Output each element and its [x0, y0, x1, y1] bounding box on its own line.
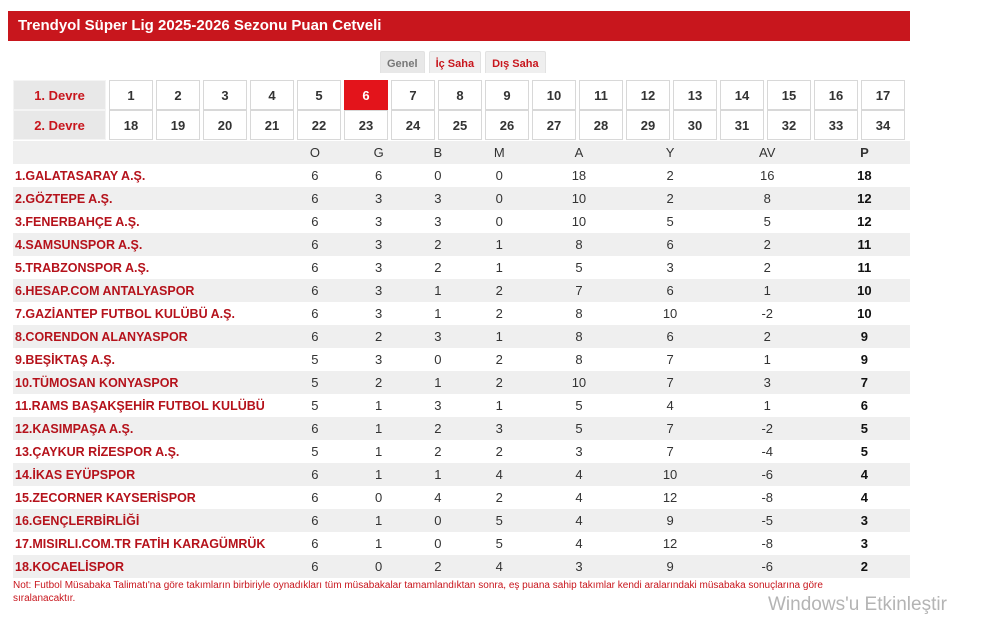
- cell-y: 4: [666, 398, 674, 413]
- cell-b: 0: [434, 536, 442, 551]
- cell-av: 3: [763, 375, 771, 390]
- cell-a: 5: [575, 421, 583, 436]
- header-team: [13, 141, 283, 164]
- cell-g: 0: [375, 559, 383, 574]
- table-row: [13, 210, 910, 233]
- team-name-link[interactable]: 9.BEŞİKTAŞ A.Ş.: [15, 352, 116, 367]
- cell-y: 7: [666, 375, 674, 390]
- cell-y: 10: [662, 467, 678, 482]
- week-26-button[interactable]: 26: [485, 110, 529, 140]
- cell-m: 0: [495, 191, 503, 206]
- week-selector: [13, 80, 910, 140]
- cell-p: 11: [857, 260, 872, 275]
- week-7-button[interactable]: 7: [391, 80, 435, 110]
- table-header-row: [13, 141, 910, 164]
- week-19-button[interactable]: 19: [156, 110, 200, 140]
- header-av: AV: [759, 145, 776, 160]
- cell-m: 2: [495, 490, 503, 505]
- week-1-button[interactable]: 1: [109, 80, 153, 110]
- week-8-button[interactable]: 8: [438, 80, 482, 110]
- first-half-label: 1. Devre: [13, 80, 106, 110]
- cell-m: 2: [495, 283, 503, 298]
- cell-o: 5: [311, 375, 319, 390]
- cell-a: 4: [575, 467, 583, 482]
- cell-g: 1: [375, 536, 383, 551]
- cell-g: 3: [375, 260, 383, 275]
- cell-av: 5: [763, 214, 771, 229]
- standings-table: [13, 141, 910, 578]
- cell-p: 18: [857, 168, 872, 183]
- cell-av: 1: [763, 398, 771, 413]
- team-name-link[interactable]: 15.ZECORNER KAYSERİSPOR: [15, 490, 196, 505]
- cell-av: -8: [761, 536, 773, 551]
- cell-m: 1: [495, 329, 503, 344]
- team-name-link[interactable]: 12.KASIMPAŞA A.Ş.: [15, 421, 134, 436]
- table-row: [13, 486, 910, 509]
- week-22-button[interactable]: 22: [297, 110, 341, 140]
- cell-av: 2: [763, 260, 771, 275]
- cell-m: 2: [495, 352, 503, 367]
- cell-av: 8: [763, 191, 771, 206]
- cell-b: 0: [434, 352, 442, 367]
- cell-m: 1: [495, 260, 503, 275]
- cell-b: 3: [434, 191, 442, 206]
- table-row: [13, 279, 910, 302]
- cell-g: 6: [375, 168, 383, 183]
- cell-b: 1: [434, 283, 442, 298]
- cell-a: 8: [575, 329, 583, 344]
- header-a: A: [574, 145, 584, 160]
- cell-p: 10: [857, 306, 872, 321]
- cell-o: 6: [311, 214, 319, 229]
- week-29-button[interactable]: 29: [626, 110, 670, 140]
- week-31-button[interactable]: 31: [720, 110, 764, 140]
- cell-y: 7: [666, 421, 674, 436]
- page-title: Trendyol Süper Lig 2025-2026 Sezonu Puan Cetveli: [18, 17, 382, 34]
- table-row: [13, 417, 910, 440]
- cell-g: 0: [375, 490, 383, 505]
- team-name-link[interactable]: 18.KOCAELİSPOR: [15, 559, 125, 574]
- cell-y: 7: [666, 352, 674, 367]
- cell-p: 11: [857, 237, 872, 252]
- team-name-link[interactable]: 17.MISIRLI.COM.TR FATİH KARAGÜMRÜK: [15, 536, 266, 551]
- week-15-button[interactable]: 15: [767, 80, 811, 110]
- cell-m: 0: [495, 214, 503, 229]
- week-25-button[interactable]: 25: [438, 110, 482, 140]
- team-name-link[interactable]: 16.GENÇLERBİRLİĞİ: [15, 513, 140, 528]
- cell-o: 6: [311, 260, 319, 275]
- cell-p: 4: [860, 467, 869, 482]
- week-33-button[interactable]: 33: [814, 110, 858, 140]
- week-9-button[interactable]: 9: [485, 80, 529, 110]
- cell-b: 3: [434, 214, 442, 229]
- team-name-link[interactable]: 10.TÜMOSAN KONYASPOR: [15, 375, 179, 390]
- header-m: M: [493, 145, 505, 160]
- cell-o: 5: [311, 444, 319, 459]
- week-13-button[interactable]: 13: [673, 80, 717, 110]
- cell-o: 6: [311, 513, 319, 528]
- week-17-button[interactable]: 17: [861, 80, 905, 110]
- table-row: [13, 394, 910, 417]
- cell-o: 6: [311, 329, 319, 344]
- cell-b: 2: [434, 260, 442, 275]
- table-row: [13, 463, 910, 486]
- cell-m: 5: [495, 536, 503, 551]
- cell-p: 9: [860, 329, 869, 344]
- table-row: [13, 555, 910, 578]
- cell-a: 8: [575, 352, 583, 367]
- cell-b: 0: [434, 168, 442, 183]
- cell-y: 10: [662, 306, 678, 321]
- cell-o: 6: [311, 168, 319, 183]
- cell-m: 0: [495, 168, 503, 183]
- week-34-button[interactable]: 34: [861, 110, 905, 140]
- table-row: [13, 187, 910, 210]
- team-name-link[interactable]: 14.İKAS EYÜPSPOR: [15, 467, 136, 482]
- header-p: P: [860, 145, 869, 160]
- cell-p: 3: [860, 513, 869, 528]
- cell-a: 8: [575, 306, 583, 321]
- team-name-link[interactable]: 4.SAMSUNSPOR A.Ş.: [15, 237, 143, 252]
- table-row: [13, 256, 910, 279]
- week-24-button[interactable]: 24: [391, 110, 435, 140]
- cell-b: 2: [434, 421, 442, 436]
- cell-m: 4: [495, 559, 503, 574]
- second-half-label: 2. Devre: [13, 110, 106, 140]
- cell-g: 3: [375, 191, 383, 206]
- table-row: [13, 509, 910, 532]
- cell-av: 1: [763, 352, 771, 367]
- cell-o: 5: [311, 398, 319, 413]
- cell-o: 6: [311, 559, 319, 574]
- table-row: [13, 532, 910, 555]
- page-title-bar: [8, 11, 910, 41]
- cell-m: 4: [495, 467, 503, 482]
- cell-m: 1: [495, 398, 503, 413]
- cell-g: 2: [375, 329, 383, 344]
- cell-av: 2: [763, 329, 771, 344]
- week-4-button[interactable]: 4: [250, 80, 294, 110]
- cell-a: 8: [575, 237, 583, 252]
- cell-b: 3: [434, 398, 442, 413]
- cell-av: 16: [759, 168, 775, 183]
- cell-a: 5: [575, 260, 583, 275]
- cell-m: 2: [495, 306, 503, 321]
- cell-av: -8: [761, 490, 773, 505]
- cell-a: 4: [575, 536, 583, 551]
- cell-y: 12: [662, 536, 678, 551]
- week-12-button[interactable]: 12: [626, 80, 670, 110]
- tab-genel[interactable]: Genel: [380, 51, 425, 73]
- cell-a: 18: [571, 168, 587, 183]
- cell-av: 2: [763, 237, 771, 252]
- cell-b: 1: [434, 467, 442, 482]
- week-6-button[interactable]: 6: [344, 80, 388, 110]
- team-name-link[interactable]: 5.TRABZONSPOR A.Ş.: [15, 260, 150, 275]
- week-28-button[interactable]: 28: [579, 110, 623, 140]
- tiebreak-note: Not: Futbol Müsabaka Talimatı'na göre takımların birbiriyle oynadıkları tüm müsabakalar tamamlandıktan sonra, eş puana sahip takımlar kendi aralarındaki müsabaka sonuçlarına göre sıralanacaktır.: [13, 580, 823, 604]
- cell-p: 3: [860, 536, 869, 551]
- first-half-row: [13, 80, 910, 110]
- cell-g: 1: [375, 513, 383, 528]
- team-name-link[interactable]: 7.GAZİANTEP FUTBOL KULÜBÜ A.Ş.: [15, 306, 235, 321]
- cell-av: -5: [761, 513, 773, 528]
- team-name-link[interactable]: 1.GALATASARAY A.Ş.: [15, 168, 146, 183]
- cell-p: 5: [860, 444, 869, 459]
- table-row: [13, 302, 910, 325]
- cell-a: 5: [575, 398, 583, 413]
- table-row: [13, 233, 910, 256]
- cell-o: 6: [311, 306, 319, 321]
- cell-o: 5: [311, 352, 319, 367]
- cell-y: 9: [666, 513, 674, 528]
- cell-g: 1: [375, 444, 383, 459]
- cell-b: 0: [434, 513, 442, 528]
- cell-p: 7: [860, 375, 869, 390]
- table-row: [13, 440, 910, 463]
- cell-av: -2: [761, 421, 773, 436]
- cell-g: 1: [375, 467, 383, 482]
- cell-p: 6: [860, 398, 869, 413]
- cell-av: -6: [761, 559, 773, 574]
- cell-a: 7: [575, 283, 583, 298]
- cell-av: -2: [761, 306, 773, 321]
- cell-p: 4: [860, 490, 869, 505]
- cell-b: 2: [434, 444, 442, 459]
- cell-y: 7: [666, 444, 674, 459]
- cell-o: 6: [311, 467, 319, 482]
- table-row: [13, 325, 910, 348]
- team-name-link[interactable]: 13.ÇAYKUR RİZESPOR A.Ş.: [15, 444, 180, 459]
- cell-g: 3: [375, 283, 383, 298]
- cell-a: 10: [571, 375, 587, 390]
- cell-o: 6: [311, 191, 319, 206]
- cell-a: 4: [575, 490, 583, 505]
- cell-y: 3: [666, 260, 674, 275]
- cell-y: 6: [666, 329, 674, 344]
- cell-y: 6: [666, 237, 674, 252]
- week-20-button[interactable]: 20: [203, 110, 247, 140]
- second-half-row: [13, 110, 910, 140]
- week-30-button[interactable]: 30: [673, 110, 717, 140]
- table-row: [13, 348, 910, 371]
- week-32-button[interactable]: 32: [767, 110, 811, 140]
- week-2-button[interactable]: 2: [156, 80, 200, 110]
- cell-y: 9: [666, 559, 674, 574]
- cell-a: 4: [575, 513, 583, 528]
- cell-b: 3: [434, 329, 442, 344]
- team-name-link[interactable]: 8.CORENDON ALANYASPOR: [15, 329, 188, 344]
- header-y: Y: [665, 145, 675, 160]
- cell-p: 9: [860, 352, 869, 367]
- cell-m: 2: [495, 444, 503, 459]
- team-name-link[interactable]: 6.HESAP.COM ANTALYASPOR: [15, 283, 195, 298]
- week-3-button[interactable]: 3: [203, 80, 247, 110]
- cell-o: 6: [311, 421, 319, 436]
- cell-a: 3: [575, 444, 583, 459]
- cell-b: 4: [434, 490, 442, 505]
- cell-o: 6: [311, 283, 319, 298]
- cell-g: 3: [375, 237, 383, 252]
- cell-a: 3: [575, 559, 583, 574]
- tab-i-ç-saha[interactable]: İç Saha: [429, 51, 482, 73]
- cell-a: 10: [571, 191, 587, 206]
- cell-g: 1: [375, 398, 383, 413]
- cell-p: 2: [860, 559, 869, 574]
- cell-m: 3: [495, 421, 503, 436]
- team-name-link[interactable]: 2.GÖZTEPE A.Ş.: [15, 191, 113, 206]
- week-21-button[interactable]: 21: [250, 110, 294, 140]
- cell-p: 12: [857, 214, 872, 229]
- table-row: [13, 164, 910, 187]
- week-18-button[interactable]: 18: [109, 110, 153, 140]
- cell-a: 10: [571, 214, 587, 229]
- header-o: O: [309, 145, 320, 160]
- cell-o: 6: [311, 237, 319, 252]
- cell-b: 2: [434, 237, 442, 252]
- windows-activation-watermark: Windows'u Etkinleştir: [768, 594, 947, 615]
- cell-av: -4: [761, 444, 773, 459]
- table-row: [13, 371, 910, 394]
- cell-m: 5: [495, 513, 503, 528]
- cell-g: 3: [375, 214, 383, 229]
- cell-av: -6: [761, 467, 773, 482]
- cell-g: 1: [375, 421, 383, 436]
- cell-b: 2: [434, 559, 442, 574]
- week-16-button[interactable]: 16: [814, 80, 858, 110]
- cell-y: 6: [666, 283, 674, 298]
- cell-y: 2: [666, 191, 674, 206]
- cell-g: 2: [375, 375, 383, 390]
- week-14-button[interactable]: 14: [720, 80, 764, 110]
- cell-y: 12: [662, 490, 678, 505]
- week-11-button[interactable]: 11: [579, 80, 623, 110]
- cell-y: 5: [666, 214, 674, 229]
- cell-o: 6: [311, 490, 319, 505]
- cell-m: 2: [495, 375, 503, 390]
- week-5-button[interactable]: 5: [297, 80, 341, 110]
- cell-b: 1: [434, 306, 442, 321]
- cell-m: 1: [495, 237, 503, 252]
- cell-g: 3: [375, 306, 383, 321]
- cell-p: 5: [860, 421, 869, 436]
- cell-g: 3: [375, 352, 383, 367]
- cell-av: 1: [763, 283, 771, 298]
- cell-y: 2: [666, 168, 674, 183]
- header-g: G: [373, 145, 384, 160]
- tab-dış-saha[interactable]: Dış Saha: [485, 51, 545, 73]
- view-tabs: [380, 51, 546, 73]
- team-name-link[interactable]: 11.RAMS BAŞAKŞEHİR FUTBOL KULÜBÜ: [15, 398, 265, 413]
- header-b: B: [433, 145, 443, 160]
- week-23-button[interactable]: 23: [344, 110, 388, 140]
- cell-b: 1: [434, 375, 442, 390]
- team-name-link[interactable]: 3.FENERBAHÇE A.Ş.: [15, 214, 140, 229]
- cell-o: 6: [311, 536, 319, 551]
- week-27-button[interactable]: 27: [532, 110, 576, 140]
- cell-p: 10: [857, 283, 872, 298]
- cell-p: 12: [857, 191, 872, 206]
- week-10-button[interactable]: 10: [532, 80, 576, 110]
